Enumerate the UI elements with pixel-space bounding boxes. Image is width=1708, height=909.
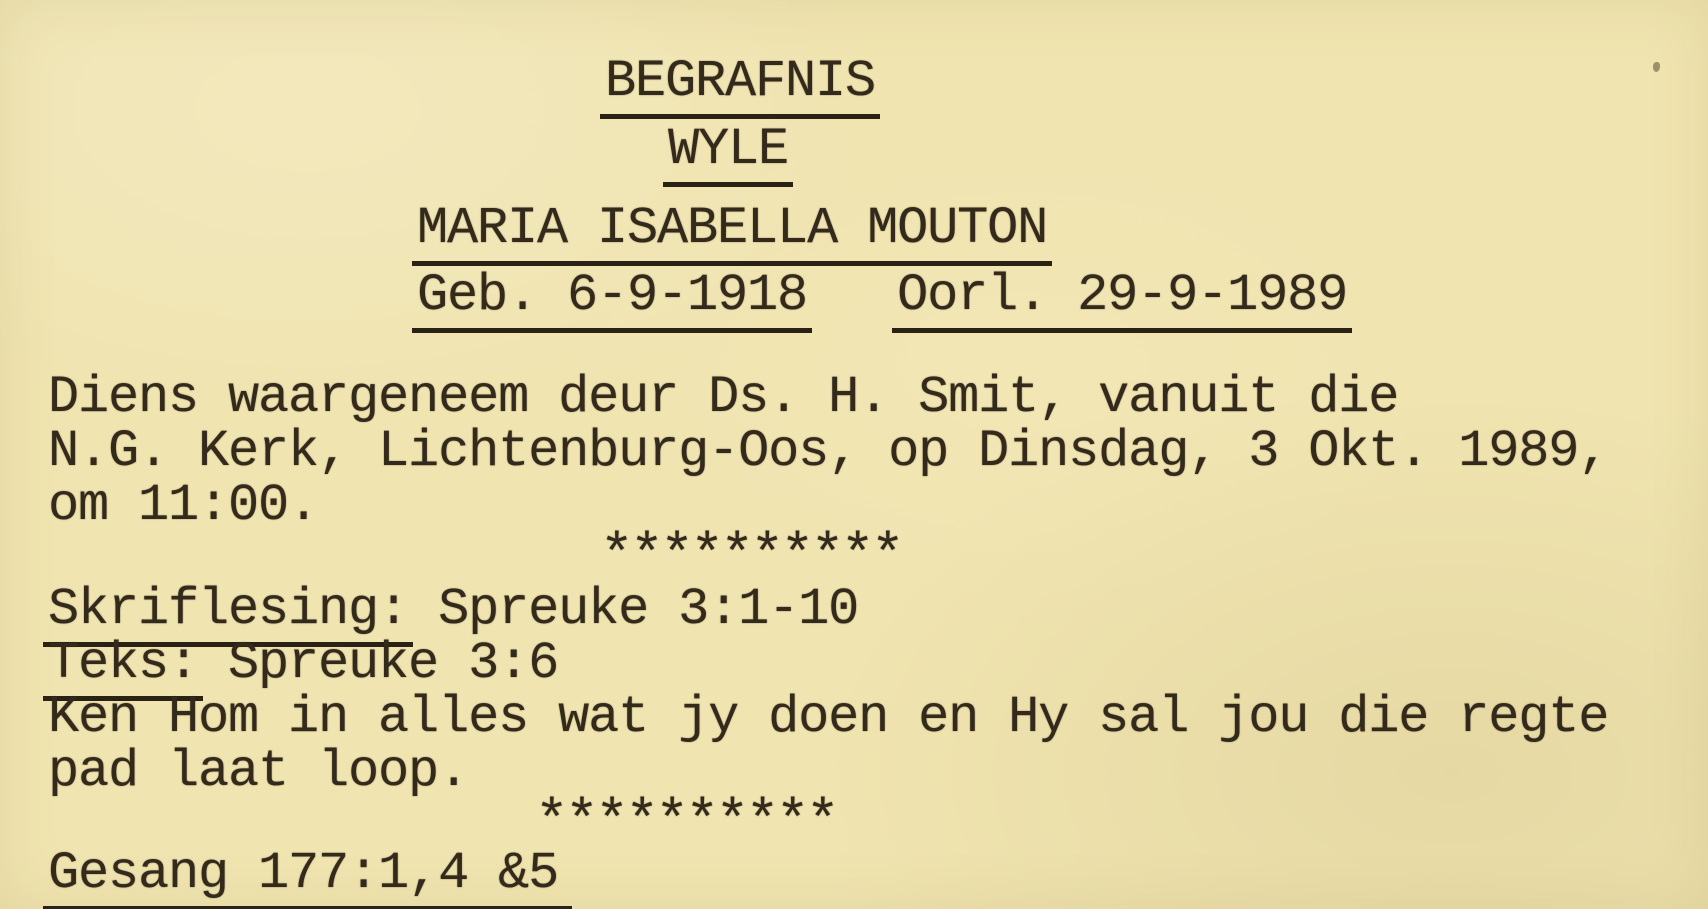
wyle-line [668,120,789,187]
wyle-label: WYLE [663,124,793,187]
deceased-name: MARIA ISABELLA MOUTON [412,203,1052,266]
dates-line [417,266,1348,333]
scripture-reading-value: Spreuke 3:1-10 [438,580,859,639]
deceased-name-line [417,199,1048,266]
scripture-reading-label: Skriflesing: [43,584,413,647]
hymn-line [48,844,567,909]
verse-line-1: Ken Hom in alles wat jy doen en Hy sal jou die regte [48,688,1609,747]
verse-line-2: pad laat loop. [48,742,469,801]
text-label: Teks: [43,638,203,701]
death-date: Oorl. 29-9-1989 [892,270,1352,333]
asterisk-separator-1: ********** [600,524,902,588]
service-line-3: om 11:00. [48,476,319,535]
service-line-1: Diens waargeneem deur Ds. H. Smit, vanuit die [48,368,1399,427]
birth-date: Geb. 6-9-1918 [412,270,812,333]
hymn-reference: Gesang 177:1,4 &5 [43,848,572,909]
paper-speck [1653,62,1660,72]
document-title: BEGRAFNIS [600,56,880,119]
service-line-2: N.G. Kerk, Lichtenburg-Oos, op Dinsdag, 3 Okt. 1989, [48,422,1609,481]
document-title-line [605,52,876,119]
asterisk-separator-2: ********** [535,790,837,854]
text-value: Spreuke 3:6 [228,634,559,693]
